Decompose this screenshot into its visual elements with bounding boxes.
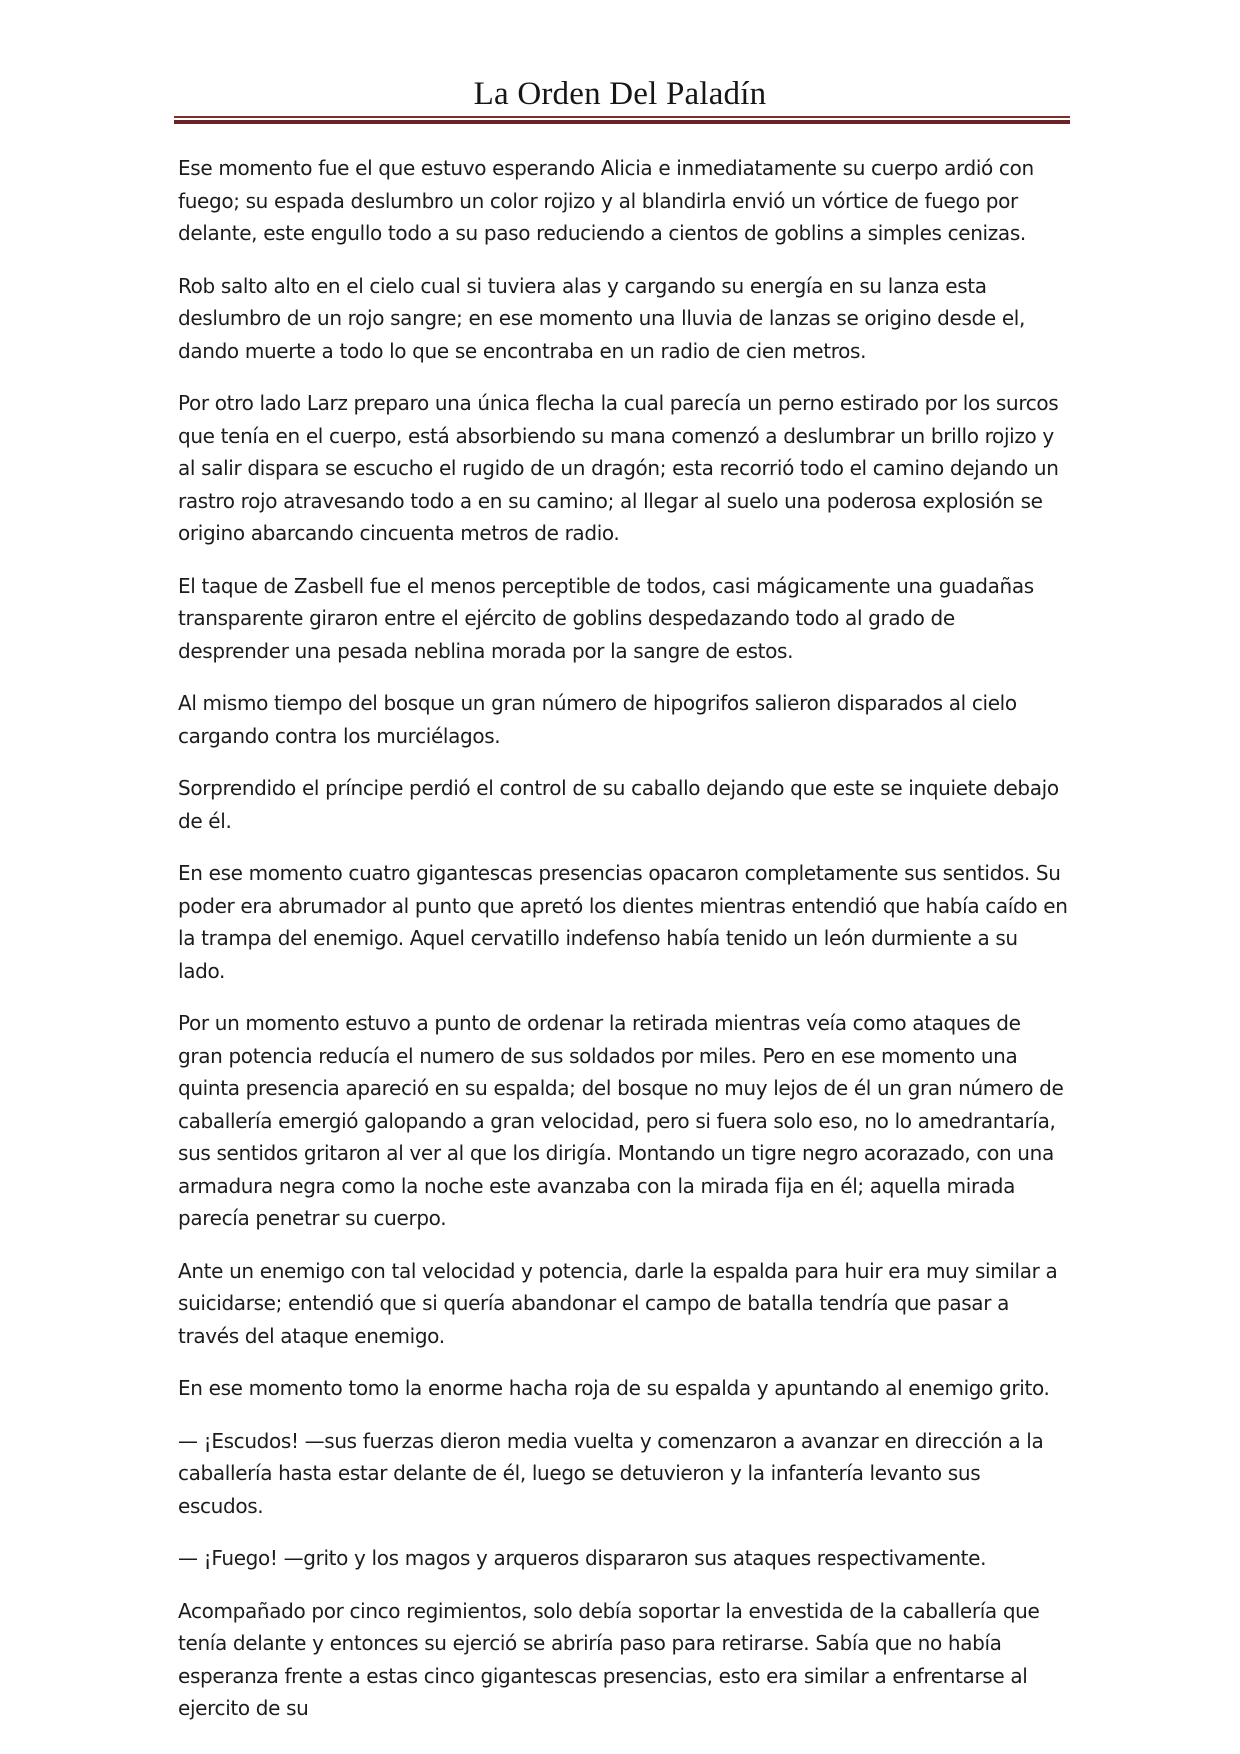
header-divider [174, 116, 1070, 124]
paragraph: Por un momento estuvo a punto de ordenar la retirada mientras veía como ataques de gran potencia reducía el numero de sus soldados por miles. Pero en ese momento una quinta presencia apareció en su espalda; del bosque no muy lejos de él un gran número de caballería emergió galopando a gran velocidad, pero si fuera solo eso, no lo amedrantaría, sus sentidos gritaron al ver al que los dirigía. Montando un tigre negro acorazado, con una armadura negra como la noche este avanzaba con la mirada fija en él; aquella mirada parecía penetrar su cuerpo. [178, 1011, 1064, 1230]
paragraph: — ¡Fuego! —grito y los magos y arqueros dispararon sus ataques respectivamente. [178, 1546, 987, 1570]
paragraph: El taque de Zasbell fue el menos perceptible de todos, casi mágicamente una guadañas transparente giraron entre el ejército de goblins despedazando todo al grado de desprender una pesada neblina morada por la sangre de estos. [178, 573, 1034, 663]
paragraph: Sorprendido el príncipe perdió el control de su caballo dejando que este se inquiete debajo de él. [178, 776, 1059, 833]
document-title: La Orden Del Paladín [473, 76, 767, 112]
document-body [178, 152, 1070, 1745]
paragraph: Al mismo tiempo del bosque un gran número de hipogrifos salieron disparados al cielo cargando contra los murciélagos. [178, 691, 1017, 748]
header-divider-thin-line [174, 116, 1070, 118]
paragraph: Acompañado por cinco regimientos, solo debía soportar la envestida de la caballería que tenía delante y entonces su ejerció se abriría paso para retirarse. Sabía que no había esperanza frente a estas cinco gigantescas presencias, esto era similar a enfrentarse al ejercito de su [178, 1598, 1040, 1720]
paragraph: Rob salto alto en el cielo cual si tuviera alas y cargando su energía en su lanza esta deslumbro de un rojo sangre; en ese momento una lluvia de lanzas se origino desde el, dando muerte a todo lo que se encontraba en un radio de cien metros. [178, 273, 1026, 363]
paragraph: Ese momento fue el que estuvo esperando Alicia e inmediatamente su cuerpo ardió con fuego; su espada deslumbro un color rojizo y al blandirla envió un vórtice de fuego por delante, este engullo todo a su paso reduciendo a cientos de goblins a simples cenizas. [178, 156, 1034, 245]
paragraph: Por otro lado Larz preparo una única flecha la cual parecía un perno estirado por los surcos que tenía en el cuerpo, está absorbiendo su mana comenzó a deslumbrar un brillo rojizo y al salir dispara se escucho el rugido de un dragón; esta recorrió todo el camino dejando un rastro rojo atravesando todo a en su camino; al llegar al suelo una poderosa explosión se origino abarcando cincuenta metros de radio. [178, 391, 1059, 545]
paragraph: En ese momento cuatro gigantescas presencias opacaron completamente sus sentidos. Su poder era abrumador al punto que apretó los dientes mientras entendió que había caído en la trampa del enemigo. Aquel cervatillo indefenso había tenido un león durmiente a su lado. [178, 861, 1068, 983]
paragraph: Ante un enemigo con tal velocidad y potencia, darle la espalda para huir era muy similar a suicidarse; entendió que si quería abandonar el campo de batalla tendría que pasar a través del ataque enemigo. [178, 1258, 1058, 1348]
header-divider-thick-line [174, 120, 1070, 124]
paragraph: — ¡Escudos! —sus fuerzas dieron media vuelta y comenzaron a avanzar en dirección a la caballería hasta estar delante de él, luego se detuvieron y la infantería levanto sus escudos. [178, 1428, 1044, 1518]
paragraph: En ese momento tomo la enorme hacha roja de su espalda y apuntando al enemigo grito. [178, 1376, 1050, 1400]
page-header [0, 72, 1240, 116]
